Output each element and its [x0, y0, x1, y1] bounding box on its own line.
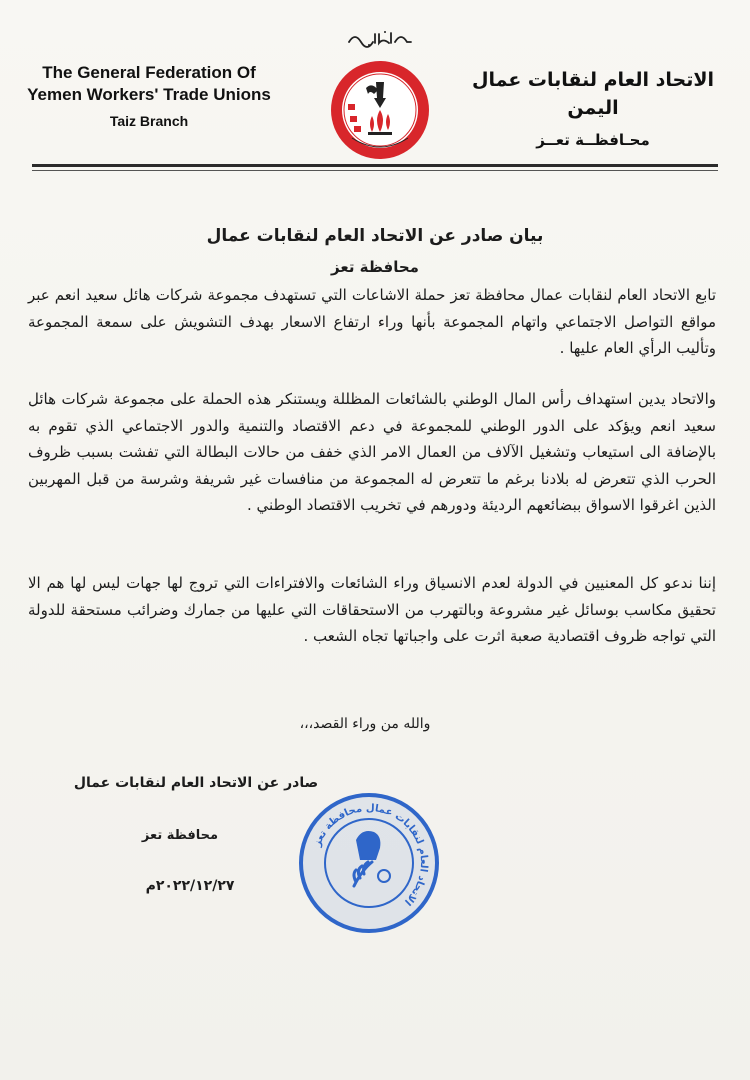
- signature-branch: محافظة تعز: [141, 828, 219, 843]
- svg-text:الاتحاد العام لنقابات عمال محا: الاتحاد العام لنقابات عمال محافظة تعز: [312, 802, 430, 908]
- union-logo: [328, 58, 432, 162]
- signature-date: ٢٠٢٢/١٢/٢٧م: [145, 878, 235, 894]
- arabic-header-title: الاتحاد العام لنقابات عمال اليمن: [471, 69, 715, 119]
- english-header-line-2: Yemen Workers' Trade Unions: [27, 85, 271, 104]
- statement-paragraph-2: والاتحاد يدين استهداف رأس المال الوطني بالشائعات المظللة ويستنكر هذه الحملة على مجموعة شركات هائل سعيد انعم ويؤكد على الدور الوطني للمجموعة في دعم الاقتصاد والتنمية والدور الاجتماعي الذي تقوم به بالإضافة الى استيعاب وتشغيل الآلاف من العمال الامر الذي خفف من حالات البطالة التي تفشت بسبب ظروف الحرب الذي تتعرض له بلادنا برغم ما تتعرض له المجموعة من منافسات غير شريفة وشرسة من قبل المهربين الذين اغرقوا الاسواق ببضائعهم الرديئة ودورهم في تخريب الاقتصاد الوطني .: [28, 390, 716, 514]
- basmala-calligraphy: [345, 28, 415, 48]
- closing-phrase: والله من وراء القصد،،،: [299, 716, 431, 732]
- english-header-line-1: The General Federation Of: [42, 63, 256, 82]
- signature-issuer: صادر عن الاتحاد العام لنقابات عمال: [73, 775, 319, 791]
- english-header: [24, 62, 274, 136]
- statement-paragraph-1: تابع الاتحاد العام لنقابات عمال محافظة تعز حملة الاشاعات التي تستهدف مجموعة شركات هائل سعيد انعم عبر مواقع التواصل الاجتماعي واتهام المجموعة بأنها وراء ارتفاع الاسعار بهدف التشويش على سمعة المجموعة وتأليب الرأي العام عليها .: [28, 286, 716, 357]
- statement-subtitle: محافظة تعز: [331, 258, 419, 276]
- statement-title: بيان صادر عن الاتحاد العام لنقابات عمال: [206, 226, 544, 246]
- english-header-branch: Taiz Branch: [109, 113, 189, 129]
- header-divider-thin: [32, 170, 718, 171]
- header-divider-thick: [32, 164, 718, 167]
- official-stamp: [296, 790, 442, 936]
- arabic-header: [458, 66, 728, 158]
- statement-paragraph-3: إننا ندعو كل المعنيين في الدولة لعدم الانسياق وراء الشائعات والافتراءات التي تروج لها جهات ليس لها هم الا تحقيق مكاسب بوسائل غير مشروعة وبالتهرب من الاستحقاقات التي عليها من جمارك وضرائب مستحقة للدولة التي تواجه ظروف اقتصادية صعبة اثرت على واجباتها تجاه الشعب .: [28, 574, 716, 645]
- arabic-header-branch: محـافظــة تعــز: [536, 131, 650, 149]
